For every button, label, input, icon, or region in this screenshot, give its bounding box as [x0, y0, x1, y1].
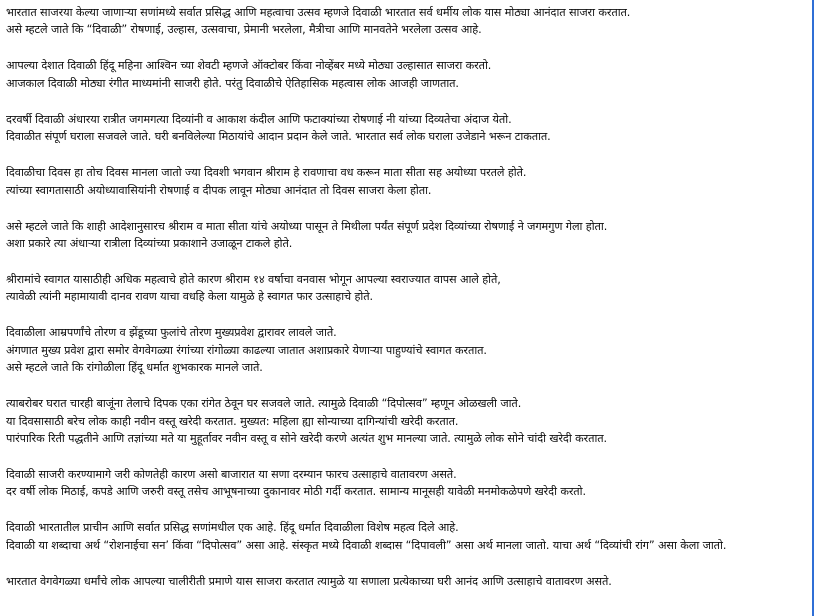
text-line: दिवाळीचा दिवस हा तोच दिवस मानला जातो ज्या दिवशी भगवान श्रीराम हे रावणाचा वध करून माता सीता सह अयोध्या परतले होते.: [6, 166, 527, 180]
text-line: पारंपारिक रिती पद्धतीने आणि तज्ञांच्या मते या मुहूर्तावर नवीन वस्तू व सोने खरेदी करणे अत्यंत शुभ मानल्या जाते. त्यामुळे लोक सोने चांदी खरेदी करतात.: [6, 432, 608, 446]
paragraph: [6, 324, 810, 376]
text-line: आपल्या देशात दिवाळी हिंदू महिना आश्विन च्या शेवटी म्हणजे ऑक्टोबर किंवा नोव्हेंबर मध्ये मोठ्या उल्हासात साजरा करतो.: [6, 59, 492, 73]
paragraph: [6, 573, 810, 590]
paragraph: [6, 519, 810, 554]
text-line: त्यावेळी त्यांनी महामायावी दानव रावण याचा वधहि केला यामुळे हे स्वागत फार उत्साहाचे होते.: [6, 290, 373, 304]
text-line: असे म्हटले जाते कि शाही आदेशानुसारच श्रीराम व माता सीता यांचे अयोध्या पासून ते मिथीला पर्यंत संपूर्ण प्रदेश दिव्यांच्या रोषणाई ने जगमगुण गेला होता.: [6, 219, 608, 233]
text-line: या दिवसासाठी बरेच लोक काही नवीन वस्तू खरेदी करतात. मुख्यत: महिला ह्या सोन्याच्या दागिन्यांची खरेदी करतात.: [6, 414, 459, 428]
text-line: दिवाळीला आम्रपर्णांचे तोरण व झेंडूच्या फुलांचे तोरण मुख्यप्रवेश द्वारावर लावले जाते.: [6, 326, 337, 340]
paragraph: [6, 218, 810, 253]
text-line: भारतात वेगवेगळ्या धर्मांचे लोक आपल्या चालीरीती प्रमाणे यास साजरा करतात त्यामुळे या सणाला प्रत्येकाच्या घरी आनंद आणि उत्साहाचे वातावरण असते.: [6, 574, 612, 588]
paragraph: [6, 4, 810, 39]
text-line: त्याबरोबर घरात चारही बाजूंना तेलाचे दिपक एका रांगेत ठेवून घर सजवले जाते. त्यामुळे दिवाळी “दिपोत्सव” म्हणून ओळखली जाते.: [6, 397, 522, 411]
text-line: दिवाळी भारतातील प्राचीन आणि सर्वात प्रसिद्ध सणांमधील एक आहे. हिंदू धर्मात दिवाळीला विशेष महत्व दिले आहे.: [6, 521, 459, 535]
paragraph: [6, 395, 810, 447]
text-line: असे म्हटले जाते कि रांगोळीला हिंदू धर्मात शुभकारक मानले जाते.: [6, 361, 263, 375]
paragraph: [6, 57, 810, 92]
text-line: दिवाळी या शब्दाचा अर्थ “रोशनाईचा सन’ किंवा “दिपोत्सव” असा आहे. संस्कृत मध्ये दिवाळी शब्दास “दिपावली” असा अर्थ मानला जातो. याचा अर्थ “दिव्यांची रांग” असा केला जातो.: [6, 538, 727, 552]
paragraph: [6, 111, 810, 146]
text-line: श्रीरामांचे स्वागत यासाठीही अधिक महत्वाचे होते कारण श्रीराम १४ वर्षाचा वनवास भोगून आपल्या स्वराज्यात वापस आले होते,: [6, 273, 501, 287]
paragraph: [6, 164, 810, 199]
text-line: दिवाळी साजरी करण्यामागे जरी कोणतेही कारण असो बाजारात या सणा दरम्यान फारच उत्साहाचे वातावरण असते.: [6, 468, 457, 482]
text-line: दर वर्षी लोक मिठाई, कपडे आणि जरुरी वस्तू तसेच आभूषनाच्या दुकानावर मोठी गर्दी करतात. सामान्य मानूसही यावेळी मनमोकळेपणे खरेदी करतो.: [6, 485, 586, 499]
paragraph: [6, 466, 810, 501]
text-line: त्यांच्या स्वागतासाठी अयोध्यावासियांनी रोषणाई व दीपक लावून मोठ्या आनंदात तो दिवस साजरा केला होता.: [6, 183, 432, 197]
text-line: आजकाल दिवाळी मोठ्या रंगीत माध्यमांनी साजरी होते. परंतु दिवाळीचे ऐतिहासिक महत्वास लोक आजही जाणतात.: [6, 76, 459, 90]
text-line: अंगणात मुख्य प्रवेश द्वारा समोर वेगवेगळ्या रंगांच्या रांगोळ्या काढल्या जातात अशाप्रकारे येणाऱ्या पाहुण्यांचे स्वागत करतात.: [6, 343, 487, 357]
paragraph: [6, 271, 810, 306]
text-line: भारतात साजरया केल्या जाणाऱ्या सणांमध्ये सर्वात प्रसिद्ध आणि महत्वाचा उत्सव म्हणजे दिवाळी भारतात सर्व धर्मीय लोक यास मोठ्या आनंदात साजरा करतात.: [6, 6, 631, 19]
text-line: दरवर्षी दिवाळी अंधारया रात्रीत जगमगत्या दिव्यांनी व आकाश कंदील आणि फटाक्यांच्या रोषणाई नी यांच्या दिव्यतेचा अंदाज येतो.: [6, 112, 512, 126]
text-line: दिवाळीत संपूर्ण घराला सजवले जाते. घरी बनविलेल्या मिठायांचे आदान प्रदान केले जाते. भारतात सर्व लोक घराला उजेडाने भरून टाकतात.: [6, 130, 551, 144]
text-line: असे म्हटले जाते कि “दिवाळी” रोषणाई, उल्हास, उत्सवाचा, प्रेमानी भरलेला, मैत्रीचा आणि मानवतेने भरलेला उत्सव आहे.: [6, 23, 482, 37]
text-line: अशा प्रकारे त्या अंधाऱ्या रात्रीला दिव्यांच्या प्रकाशाने उजाळून टाकले होते.: [6, 237, 293, 251]
